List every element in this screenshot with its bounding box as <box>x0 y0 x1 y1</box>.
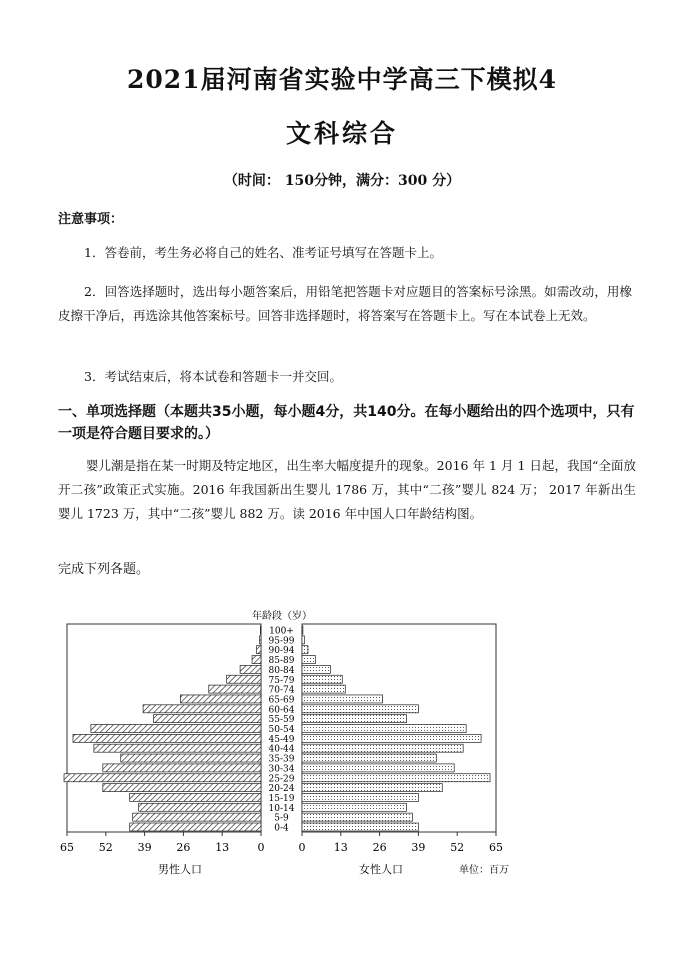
male-axis-tick-label: 52 <box>98 841 113 854</box>
male-bar-10-14 <box>139 803 261 811</box>
male-bar-5-9 <box>133 813 261 821</box>
female-bar-20-24 <box>302 784 442 792</box>
age-group-label: 50-54 <box>268 725 295 735</box>
age-group-label: 45-49 <box>268 734 295 745</box>
male-bar-50-54 <box>91 725 261 733</box>
age-group-label: 75-79 <box>268 675 295 686</box>
female-bar-30-34 <box>302 764 454 772</box>
female-bar-50-54 <box>302 725 466 733</box>
age-group-label: 35-39 <box>268 754 295 765</box>
female-bar-85-89 <box>302 656 315 664</box>
age-group-label: 0-4 <box>274 823 289 834</box>
age-group-label: 20-24 <box>268 784 295 795</box>
female-bar-90-94 <box>302 646 308 654</box>
female-bar-65-69 <box>302 695 383 703</box>
male-axis-tick-label: 0 <box>257 841 265 854</box>
unit-label: 单位：百万 <box>459 865 509 876</box>
age-group-label: 25-29 <box>268 774 295 785</box>
age-group-label: 70-74 <box>268 685 295 696</box>
male-bar-30-34 <box>103 764 261 772</box>
female-bar-0-4 <box>302 823 418 831</box>
age-group-label: 30-34 <box>268 764 295 775</box>
male-bar-85-89 <box>252 656 261 664</box>
male-axis-tick-label: 39 <box>137 841 152 854</box>
male-bar-100+ <box>260 626 261 634</box>
age-group-label: 85-89 <box>268 656 295 667</box>
male-bar-60-64 <box>143 705 261 713</box>
age-group-label: 55-59 <box>268 715 295 726</box>
section-heading: 一、单项选择题（本题共35小题，每小题4分，共140分。在每小题给出的四个选项中，只有一项是符合题目要求的。） <box>58 404 635 442</box>
male-bar-80-84 <box>240 665 261 673</box>
female-axis-tick-label: 26 <box>372 841 387 854</box>
male-bar-65-69 <box>180 695 261 703</box>
female-axis-tick-label: 65 <box>489 841 503 854</box>
notes-heading: 注意事项： <box>58 212 124 227</box>
chart-title: 年龄段（岁） <box>252 611 312 622</box>
female-axis-tick-label: 52 <box>450 841 465 854</box>
male-bar-35-39 <box>121 754 261 762</box>
note-item-1: 1．答卷前，考生务必将自己的姓名、准考证号填写在答题卡上。 <box>84 245 442 260</box>
note-item-3: 3．考试结束后，将本试卷和答题卡一并交回。 <box>84 369 342 384</box>
male-bar-0-4 <box>130 823 261 831</box>
male-bar-45-49 <box>73 734 261 742</box>
male-bar-90-94 <box>257 646 261 654</box>
female-bar-25-29 <box>302 774 490 782</box>
age-group-label: 90-94 <box>268 646 295 657</box>
exam-time-info: （时间： 150分钟，满分：300 分） <box>223 173 461 189</box>
age-group-label: 40-44 <box>268 744 295 755</box>
female-axis-tick-label: 39 <box>411 841 426 854</box>
female-bar-80-84 <box>302 665 330 673</box>
female-bar-10-14 <box>302 803 406 811</box>
male-bar-25-29 <box>64 774 261 782</box>
female-bar-55-59 <box>302 715 406 723</box>
female-bar-35-39 <box>302 754 436 762</box>
age-group-label: 80-84 <box>268 665 295 676</box>
male-bar-40-44 <box>94 744 261 752</box>
population-pyramid-chart <box>0 600 684 890</box>
age-group-label: 5-9 <box>274 813 289 824</box>
legend-female: 女性人口 <box>359 863 403 876</box>
question-intro: 婴儿潮是指在某一时期及特定地区，出生率大幅度提升的现象。2016 年 1 月 1 日起，我国“全面放开二孩”政策正式实施。2016 年我国新出生婴儿 1786 万，其中“二孩”婴儿 824 万； 2017 年新出生婴儿 1723 万，其中“二孩”婴儿 882 万。读 2016 年中国人口年龄结构图。 <box>58 458 636 521</box>
female-bar-45-49 <box>302 734 481 742</box>
male-bar-95-99 <box>260 636 261 644</box>
male-axis-tick-label: 13 <box>215 841 230 854</box>
question-prompt: 完成下列各题。 <box>58 562 150 577</box>
female-bar-60-64 <box>302 705 418 713</box>
age-group-label: 15-19 <box>268 793 295 804</box>
age-group-label: 100+ <box>269 626 294 637</box>
female-bar-95-99 <box>302 636 304 644</box>
age-group-label: 95-99 <box>268 636 295 647</box>
female-bar-15-19 <box>302 793 418 801</box>
male-bar-20-24 <box>103 784 261 792</box>
male-axis-tick-label: 65 <box>60 841 74 854</box>
male-bar-75-79 <box>227 675 261 683</box>
female-bar-70-74 <box>302 685 345 693</box>
male-bar-15-19 <box>130 793 261 801</box>
male-bar-70-74 <box>209 685 261 693</box>
page-title: 2021届河南省实验中学高三下模拟4 <box>127 65 557 94</box>
note-item-2: 2．回答选择题时，选出每小题答案后，用铅笔把答题卡对应题目的答案标号涂黑。如需改动，用橡皮擦干净后，再选涂其他答案标号。回答非选择题时，将答案写在答题卡上。写在本试卷上无效。 <box>58 284 632 323</box>
female-axis-tick-label: 0 <box>298 841 306 854</box>
female-bar-75-79 <box>302 675 342 683</box>
female-bar-100+ <box>302 626 303 634</box>
age-group-label: 60-64 <box>268 705 295 716</box>
age-group-label: 10-14 <box>268 803 295 814</box>
female-axis-tick-label: 13 <box>333 841 348 854</box>
female-bar-5-9 <box>302 813 412 821</box>
legend-male: 男性人口 <box>158 863 202 876</box>
female-bar-40-44 <box>302 744 463 752</box>
male-axis-tick-label: 26 <box>176 841 191 854</box>
age-group-label: 65-69 <box>268 695 295 706</box>
subject-title: 文科综合 <box>285 119 398 148</box>
male-bar-55-59 <box>154 715 261 723</box>
